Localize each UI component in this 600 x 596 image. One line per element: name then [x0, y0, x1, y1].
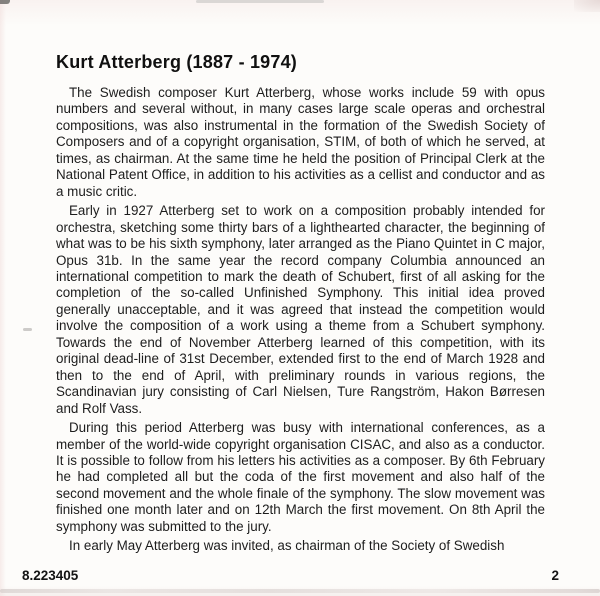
- page-title: Kurt Atterberg (1887 - 1974): [56, 52, 298, 72]
- scan-wash-bottom: [0, 586, 600, 596]
- scan-artifact-left-margin: [23, 328, 32, 331]
- paragraph-2: Early in 1927 Atterberg set to work on a composition probably intended for orchestra, sketching some thirty bars of a lighthearted character, the beginning of what was to be his sixth symphony, later arranged as the Piano Quintet in C major, Opus 31b. In the same year the record company Columbia announced an international competition to mark the death of Schubert, first of all asking for the completion of the so-called Unfinished Symphony. This initial idea proved generally unacceptable, and it was agreed that instead the competition would involve the composition of a work using a theme from a Schubert symphony. Towards the end of November Atterberg learned of this competition, with its original dead-line of 31st December, extended first to the end of March 1928 and then to the end of April, with preliminary rounds in various regions, the Scandinavian jury consisting of Carl Nielsen, Ture Rangström, Hakon Børresen and Rolf Vass.: [56, 203, 545, 416]
- page-footer: [22, 568, 559, 583]
- scan-artifact-top-left: [0, 0, 10, 4]
- page-content: [56, 52, 545, 558]
- paragraph-1: The Swedish composer Kurt Atterberg, whose works include 59 with opus numbers and several without, in many cases large scale operas and orchestral compositions, was also instrumental in the formation of the Swedish Society of Composers and of a copyright organisation, STIM, of both of which he served, at times, as chairman. At the same time he held the position of Principal Clerk at the National Patent Office, in addition to his activities as a cellist and conductor and as a music critic.: [56, 85, 545, 199]
- scan-edge-bottom: [0, 589, 600, 593]
- page-number: 2: [551, 568, 559, 583]
- scan-tint-left: [0, 0, 6, 596]
- paragraph-4: In early May Atterberg was invited, as chairman of the Society of Swedish: [69, 538, 505, 554]
- scan-artifact-top-center: [196, 0, 324, 3]
- catalog-number: 8.223405: [22, 568, 79, 583]
- scan-tint-top: [0, 0, 600, 26]
- paragraph-3: During this period Atterberg was busy with international conferences, as a member of the world-wide copyright organisation CISAC, and also as a conductor. It is possible to follow from his letters his activities as a composer. By 6th February he had completed all but the coda of the first movement and also half of the second movement and the whole finale of the symphony. The slow movement was finished one month later and on 12th March the first movement. On 8th April the symphony was submitted to the jury.: [56, 420, 545, 534]
- scan-artifact-top-right: [574, 0, 600, 12]
